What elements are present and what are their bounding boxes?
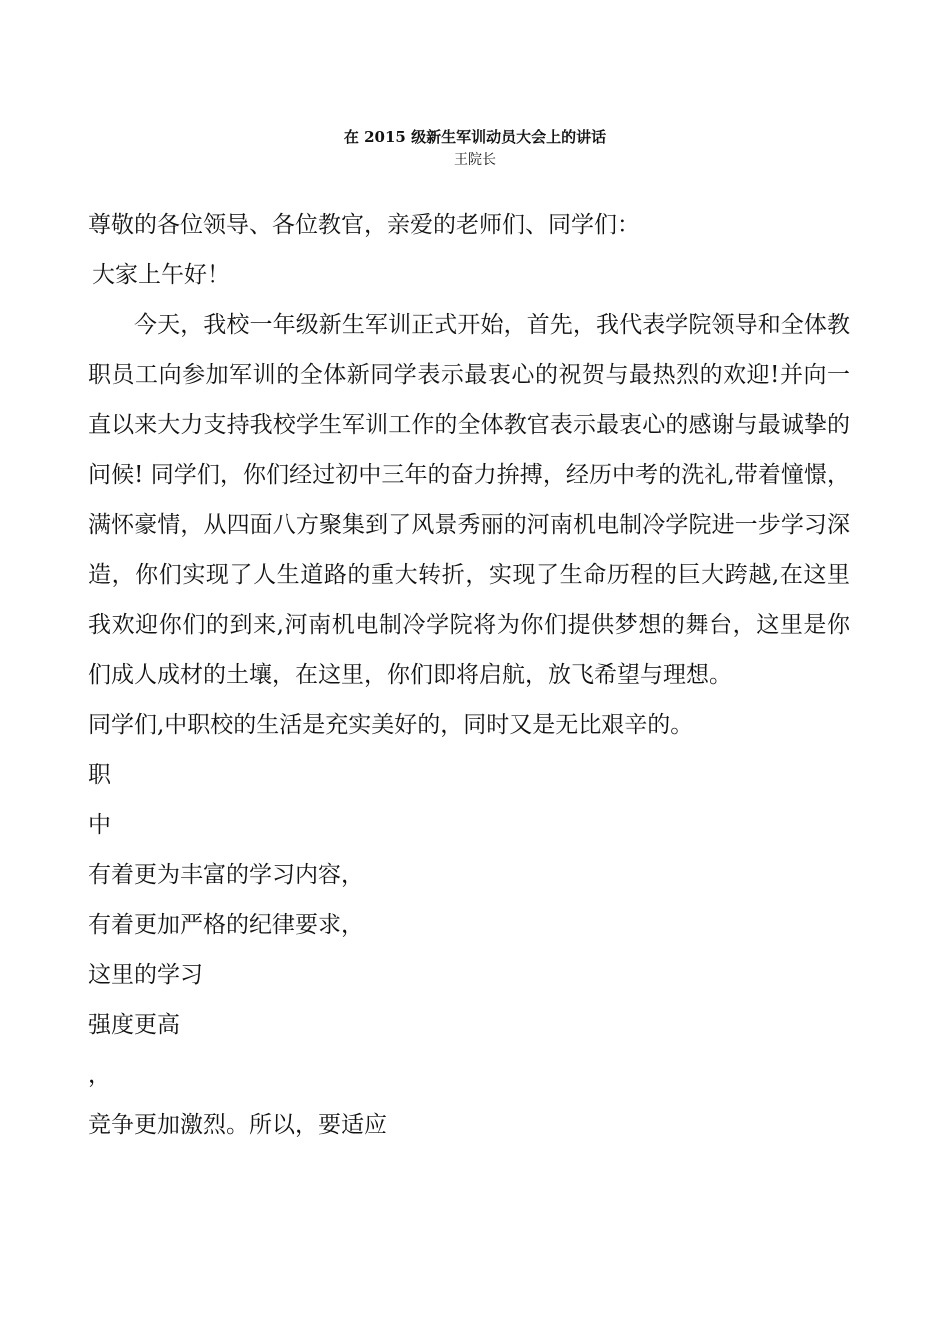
text-line: 中	[88, 812, 111, 838]
paragraph: 今天，我校一年级新生军训正式开始，首先，我代表学院领导和全体教职员工向参加军训的全体新同学表示最衷心的祝贺与最热烈的欢迎!并向一直以来大力支持我校学生军训工作的全体教官表示最衷心的感谢与最诚挚的问候! 同学们，你们经过初中三年的奋力拚搏，经历中考的洗礼,带着憧憬，满怀豪情，从四面八方聚集到了风景秀丽的河南机电制冷学院进一步学习深造，你们实现了人生道路的重大转折，实现了生命历程的巨大跨越,在这里我欢迎你们的到来,河南机电制冷学院将为你们提供梦想的舞台，这里是你们成人成材的土壤，在这里，你们即将启航，放飞希望与理想。	[88, 312, 850, 688]
document-body	[88, 200, 850, 1150]
text-line: 竞争更加激烈。所以，要适应	[88, 1112, 387, 1138]
text-line: 有着更为丰富的学习内容，	[88, 862, 364, 888]
text-line: ，	[88, 1062, 111, 1088]
document-author: 王院长	[454, 152, 496, 168]
text-line: 职	[88, 762, 111, 788]
text-line: 有着更加严格的纪律要求，	[88, 912, 364, 938]
greeting: 大家上午好！	[92, 262, 230, 288]
text-line: 强度更高	[88, 1012, 180, 1038]
salutation: 尊敬的各位领导、各位教官，亲爱的老师们、同学们：	[88, 212, 640, 238]
document-title: 在 2015 级新生军训动员大会上的讲话	[343, 128, 607, 146]
text-line: 同学们,中职校的生活是充实美好的，同时又是无比艰辛的。	[88, 712, 694, 738]
text-line: 这里的学习	[88, 962, 203, 988]
